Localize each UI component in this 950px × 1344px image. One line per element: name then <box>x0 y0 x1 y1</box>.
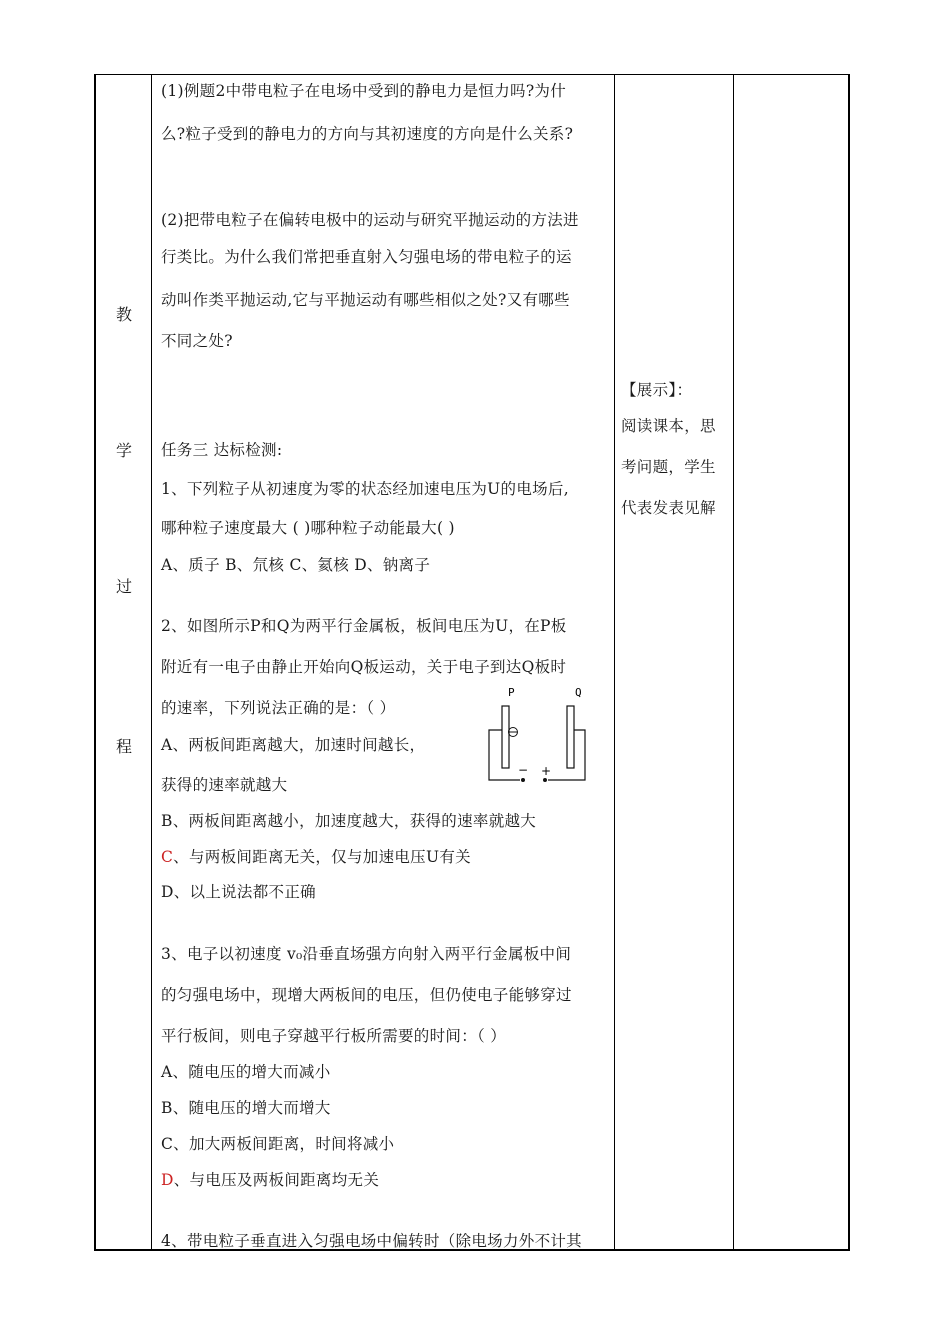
q2-option-a-cont: 获得的速率就越大 <box>161 776 288 794</box>
answer-letter: D <box>161 1171 174 1189</box>
option-text: 、与两板间距离无关，仅与加速电压U有关 <box>173 848 471 866</box>
q3-option-b: B、随电压的增大而增大 <box>161 1099 331 1117</box>
wire-left <box>489 730 520 780</box>
q3-text: 平行板间，则电子穿越平行板所需要的时间：（ ） <box>161 1027 507 1045</box>
section-label-char: 程 <box>115 737 132 756</box>
plate-p-label: P <box>508 686 515 699</box>
terminal-negative <box>521 778 525 782</box>
task-title: 任务三 达标检测: <box>161 441 283 459</box>
question-text: 么?粒子受到的静电力的方向与其初速度的方向是什么关系? <box>161 125 574 143</box>
question-text: (1)例题2中带电粒子在电场中受到的静电力是恒力吗?为什 <box>161 82 567 100</box>
activity-text: 代表发表见解 <box>621 499 716 517</box>
plate-q <box>567 706 574 768</box>
q2-text: 的速率，下列说法正确的是：（ ） <box>161 699 396 717</box>
q1-text: 哪种粒子速度最大 ( )哪种粒子动能最大( ) <box>161 519 455 537</box>
activity-text: 考问题，学生 <box>621 458 716 476</box>
section-label-char: 学 <box>115 441 132 460</box>
option-text: 、与电压及两板间距离均无关 <box>173 1171 380 1189</box>
q3-text: 3、电子以初速度 v₀沿垂直场强方向射入两平行金属板中间 <box>161 945 572 963</box>
q2-option-a: A、两板间距离越大，加速时间越长， <box>161 736 426 754</box>
activity-heading: 【展示】： <box>621 381 693 399</box>
question-text: 不同之处? <box>161 332 233 350</box>
question-text: 动叫作类平抛运动,它与平抛运动有哪些相似之处?又有哪些 <box>161 291 570 309</box>
plus-sign: + <box>541 764 552 778</box>
q2-option-d: D、以上说法都不正确 <box>161 883 316 901</box>
question-text: (2)把带电粒子在偏转电极中的运动与研究平抛运动的方法进 <box>161 211 579 229</box>
answer-letter: C <box>161 848 174 866</box>
q3-option-a: A、随电压的增大而减小 <box>161 1063 331 1081</box>
plate-q-label: Q <box>575 686 582 699</box>
q2-text: 2、如图所示P和Q为两平行金属板，板间电压为U，在P板 <box>161 617 567 635</box>
parallel-plates-figure <box>482 686 598 786</box>
q1-text: 1、下列粒子从初速度为零的状态经加速电压为U的电场后, <box>161 480 569 498</box>
section-label-char: 过 <box>115 577 132 596</box>
question-text: 行类比。为什么我们常把垂直射入匀强电场的带电粒子的运 <box>161 248 572 266</box>
q4-text: 4、带电粒子垂直进入匀强电场中偏转时（除电场力外不计其 <box>161 1232 582 1250</box>
column-divider <box>151 74 152 1251</box>
q3-option-c: C、加大两板间距离，时间将减小 <box>161 1135 395 1153</box>
minus-sign: − <box>518 763 529 777</box>
column-divider <box>733 74 734 1251</box>
plate-p <box>502 706 509 768</box>
terminal-positive <box>543 778 547 782</box>
section-label-char: 教 <box>115 305 132 324</box>
q2-option-c <box>161 845 471 867</box>
q1-options: A、质子 B、氘核 C、氦核 D、钠离子 <box>161 556 431 574</box>
column-divider <box>614 74 615 1251</box>
q2-text: 附近有一电子由静止开始向Q板运动，关于电子到达Q板时 <box>161 658 567 676</box>
q2-option-b: B、两板间距离越小，加速度越大，获得的速率就越大 <box>161 812 537 830</box>
q3-text: 的匀强电场中，现增大两板间的电压，但仍使电子能够穿过 <box>161 986 572 1004</box>
activity-text: 阅读课本，思 <box>621 417 716 435</box>
q3-option-d <box>161 1168 379 1190</box>
